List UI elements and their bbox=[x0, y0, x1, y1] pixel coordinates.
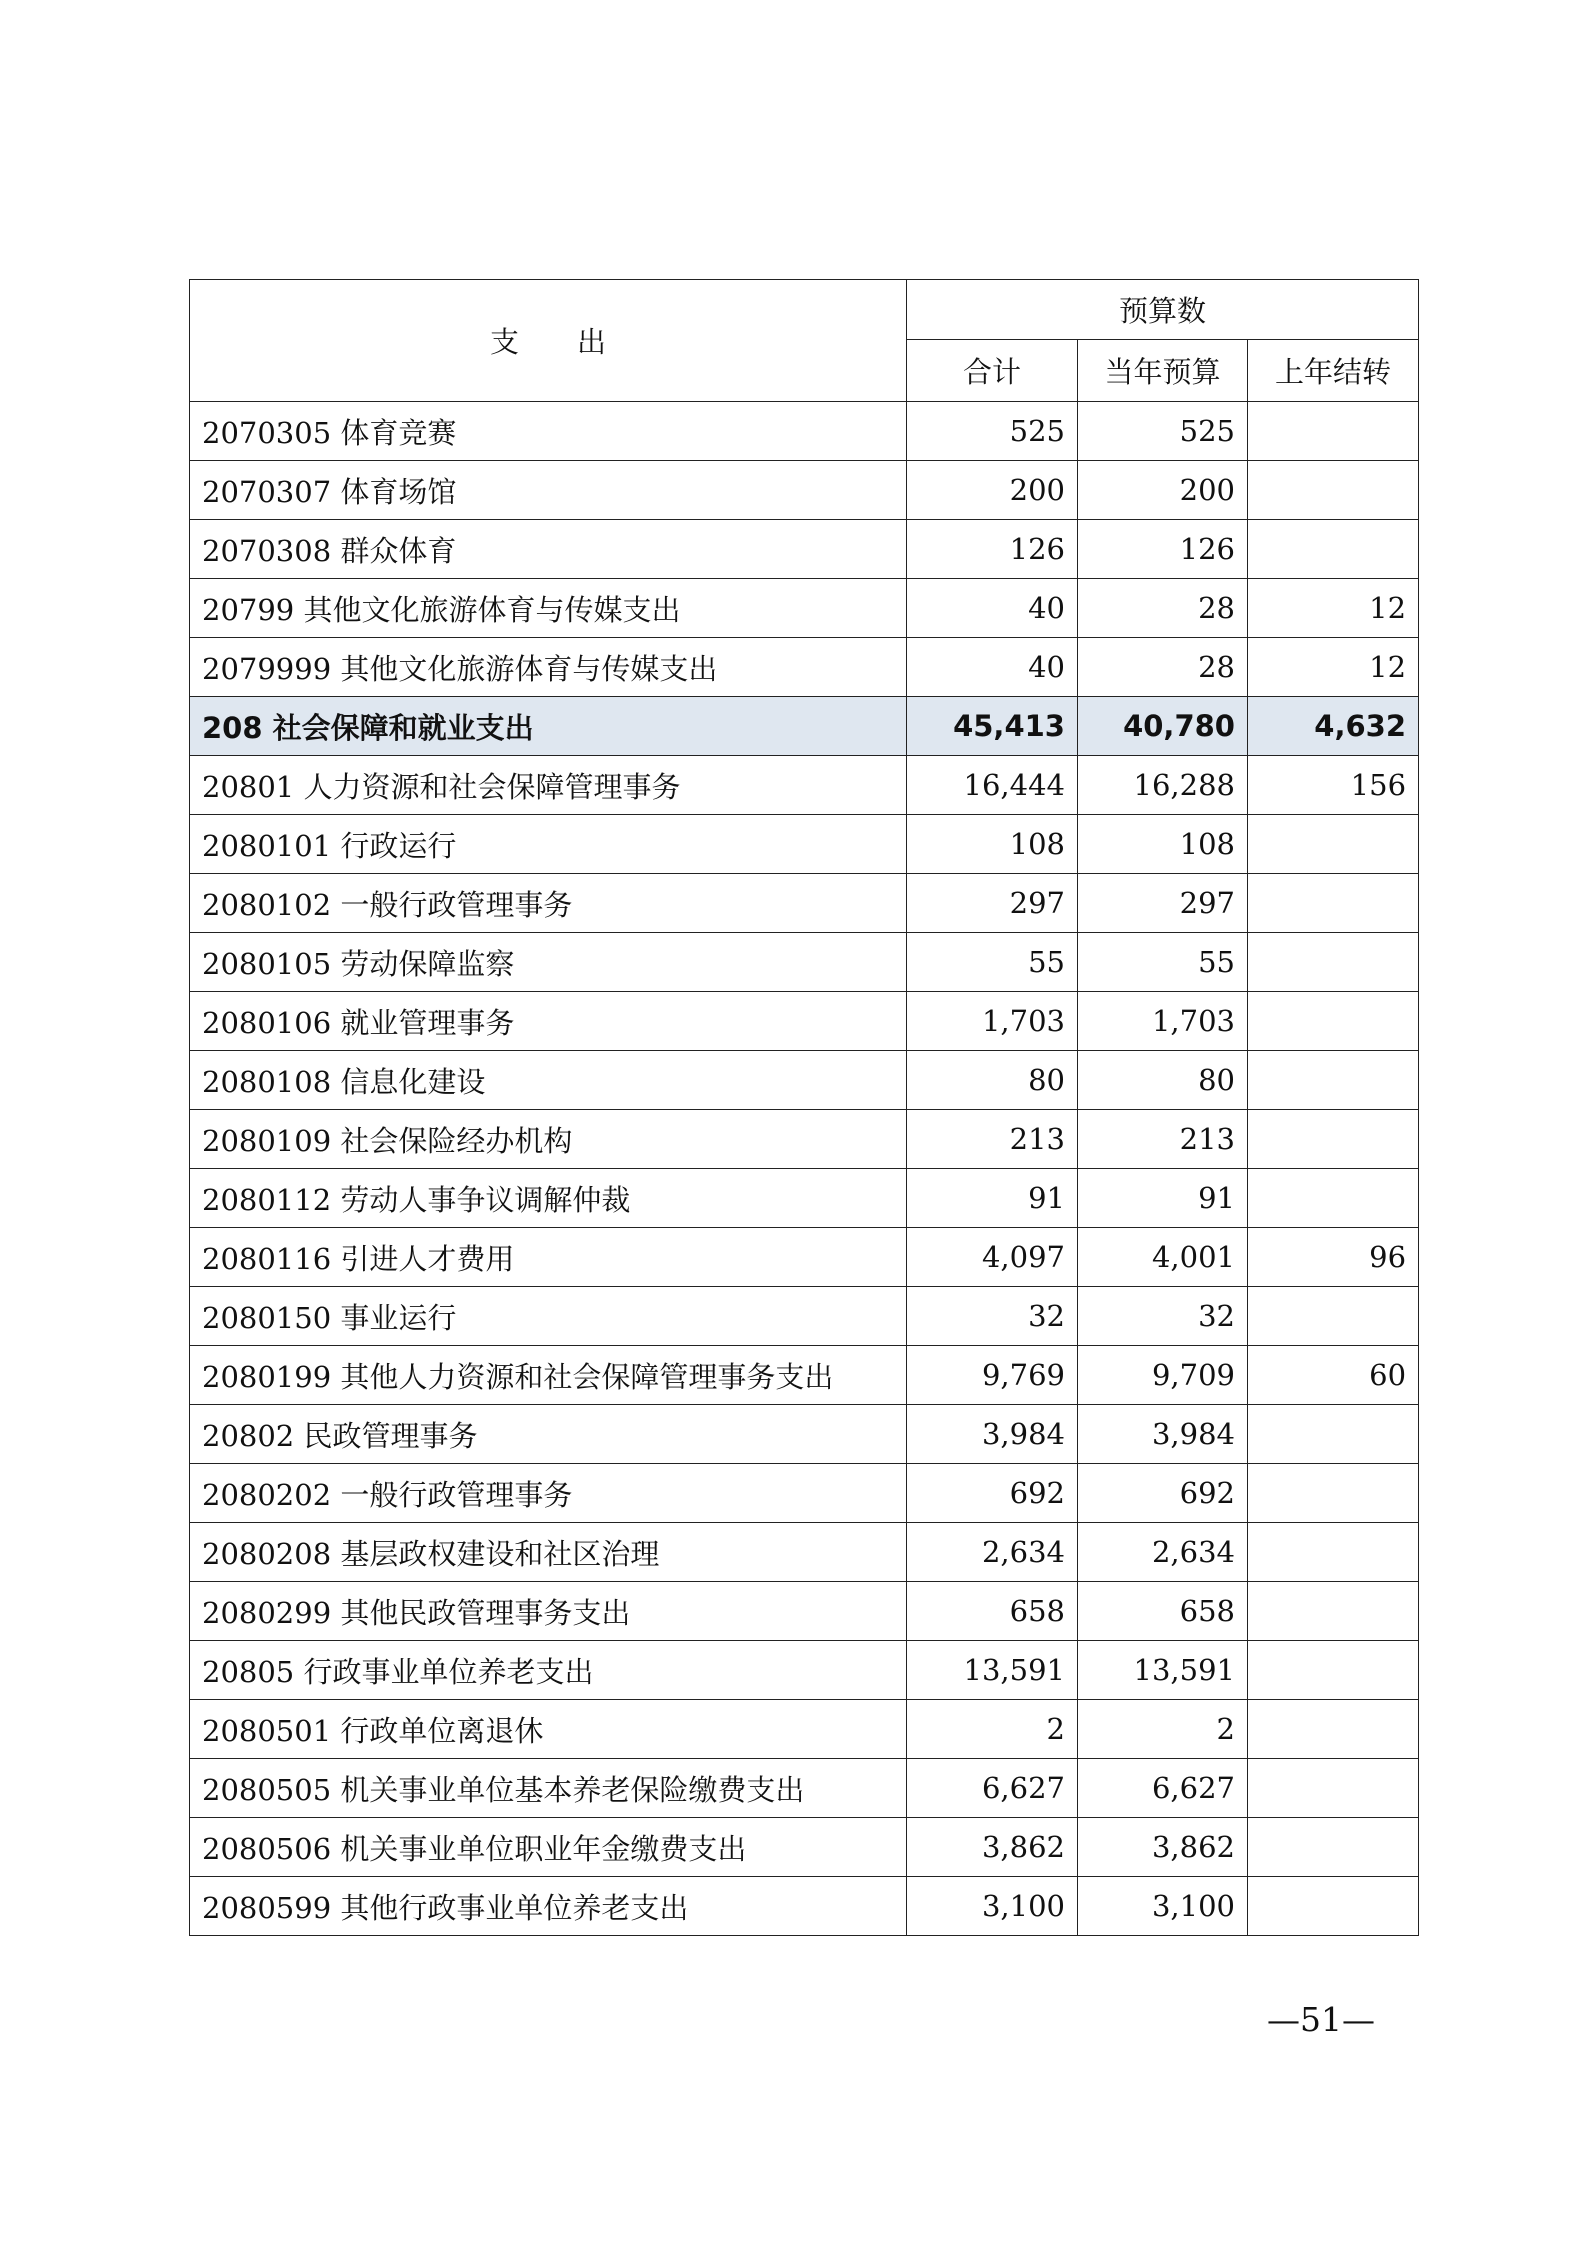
current-year-cell: 32 bbox=[1078, 1287, 1248, 1346]
item-cell: 2080501 行政单位离退休 bbox=[190, 1700, 907, 1759]
current-year-cell: 28 bbox=[1078, 579, 1248, 638]
item-cell: 2080106 就业管理事务 bbox=[190, 992, 907, 1051]
carryover-cell bbox=[1248, 1523, 1419, 1582]
current-year-cell: 200 bbox=[1078, 461, 1248, 520]
carryover-cell bbox=[1248, 1169, 1419, 1228]
table-row bbox=[190, 1641, 1419, 1700]
table-row bbox=[190, 1582, 1419, 1641]
carryover-cell bbox=[1248, 1759, 1419, 1818]
total-cell: 40 bbox=[907, 638, 1078, 697]
total-cell: 200 bbox=[907, 461, 1078, 520]
page-number: —51— bbox=[1267, 2000, 1375, 2039]
item-cell: 2080199 其他人力资源和社会保障管理事务支出 bbox=[190, 1346, 907, 1405]
total-cell: 4,097 bbox=[907, 1228, 1078, 1287]
item-cell: 2080505 机关事业单位基本养老保险缴费支出 bbox=[190, 1759, 907, 1818]
table-row bbox=[190, 756, 1419, 815]
current-year-cell: 91 bbox=[1078, 1169, 1248, 1228]
current-year-cell: 55 bbox=[1078, 933, 1248, 992]
item-cell: 2080102 一般行政管理事务 bbox=[190, 874, 907, 933]
table-row bbox=[190, 815, 1419, 874]
item-cell: 20805 行政事业单位养老支出 bbox=[190, 1641, 907, 1700]
table-row bbox=[190, 1759, 1419, 1818]
total-cell: 13,591 bbox=[907, 1641, 1078, 1700]
total-cell: 213 bbox=[907, 1110, 1078, 1169]
total-cell: 40 bbox=[907, 579, 1078, 638]
carryover-cell bbox=[1248, 933, 1419, 992]
current-year-cell: 13,591 bbox=[1078, 1641, 1248, 1700]
carryover-cell bbox=[1248, 815, 1419, 874]
carryover-cell: 4,632 bbox=[1248, 697, 1419, 756]
item-cell: 2080101 行政运行 bbox=[190, 815, 907, 874]
header-current-year: 当年预算 bbox=[1078, 340, 1248, 402]
item-cell: 2080112 劳动人事争议调解仲裁 bbox=[190, 1169, 907, 1228]
item-cell: 20802 民政管理事务 bbox=[190, 1405, 907, 1464]
header-item-column: 支 出 bbox=[190, 280, 907, 402]
table-row bbox=[190, 1228, 1419, 1287]
item-cell: 2080599 其他行政事业单位养老支出 bbox=[190, 1877, 907, 1936]
current-year-cell: 108 bbox=[1078, 815, 1248, 874]
table-row bbox=[190, 1818, 1419, 1877]
total-cell: 6,627 bbox=[907, 1759, 1078, 1818]
current-year-cell: 9,709 bbox=[1078, 1346, 1248, 1405]
carryover-cell bbox=[1248, 1287, 1419, 1346]
current-year-cell: 40,780 bbox=[1078, 697, 1248, 756]
carryover-cell bbox=[1248, 1818, 1419, 1877]
current-year-cell: 6,627 bbox=[1078, 1759, 1248, 1818]
current-year-cell: 525 bbox=[1078, 402, 1248, 461]
total-cell: 126 bbox=[907, 520, 1078, 579]
carryover-cell bbox=[1248, 1405, 1419, 1464]
total-cell: 55 bbox=[907, 933, 1078, 992]
table-row-highlighted bbox=[190, 697, 1419, 756]
header-total: 合计 bbox=[907, 340, 1078, 402]
budget-table bbox=[189, 279, 1419, 1936]
total-cell: 692 bbox=[907, 1464, 1078, 1523]
item-cell: 208 社会保障和就业支出 bbox=[190, 697, 907, 756]
table-row bbox=[190, 1346, 1419, 1405]
carryover-cell bbox=[1248, 402, 1419, 461]
table-row bbox=[190, 1700, 1419, 1759]
current-year-cell: 3,862 bbox=[1078, 1818, 1248, 1877]
item-cell: 2080108 信息化建设 bbox=[190, 1051, 907, 1110]
table-row bbox=[190, 933, 1419, 992]
total-cell: 16,444 bbox=[907, 756, 1078, 815]
carryover-cell bbox=[1248, 1051, 1419, 1110]
table-row bbox=[190, 579, 1419, 638]
current-year-cell: 126 bbox=[1078, 520, 1248, 579]
item-cell: 2079999 其他文化旅游体育与传媒支出 bbox=[190, 638, 907, 697]
item-cell: 2080202 一般行政管理事务 bbox=[190, 1464, 907, 1523]
carryover-cell: 96 bbox=[1248, 1228, 1419, 1287]
item-cell: 2070308 群众体育 bbox=[190, 520, 907, 579]
total-cell: 3,100 bbox=[907, 1877, 1078, 1936]
carryover-cell bbox=[1248, 874, 1419, 933]
carryover-cell bbox=[1248, 992, 1419, 1051]
total-cell: 80 bbox=[907, 1051, 1078, 1110]
total-cell: 3,862 bbox=[907, 1818, 1078, 1877]
carryover-cell bbox=[1248, 520, 1419, 579]
item-cell: 2080150 事业运行 bbox=[190, 1287, 907, 1346]
carryover-cell bbox=[1248, 1582, 1419, 1641]
item-cell: 20801 人力资源和社会保障管理事务 bbox=[190, 756, 907, 815]
current-year-cell: 692 bbox=[1078, 1464, 1248, 1523]
table-row bbox=[190, 1464, 1419, 1523]
total-cell: 32 bbox=[907, 1287, 1078, 1346]
table-row bbox=[190, 992, 1419, 1051]
carryover-cell bbox=[1248, 1110, 1419, 1169]
header-budget-group: 预算数 bbox=[907, 280, 1419, 340]
item-cell: 2070305 体育竞赛 bbox=[190, 402, 907, 461]
total-cell: 297 bbox=[907, 874, 1078, 933]
item-cell: 2080105 劳动保障监察 bbox=[190, 933, 907, 992]
total-cell: 2 bbox=[907, 1700, 1078, 1759]
total-cell: 9,769 bbox=[907, 1346, 1078, 1405]
carryover-cell: 156 bbox=[1248, 756, 1419, 815]
item-cell: 2070307 体育场馆 bbox=[190, 461, 907, 520]
carryover-cell bbox=[1248, 1877, 1419, 1936]
carryover-cell bbox=[1248, 461, 1419, 520]
current-year-cell: 16,288 bbox=[1078, 756, 1248, 815]
carryover-cell: 12 bbox=[1248, 638, 1419, 697]
total-cell: 525 bbox=[907, 402, 1078, 461]
carryover-cell bbox=[1248, 1641, 1419, 1700]
table-row bbox=[190, 1405, 1419, 1464]
table-row bbox=[190, 638, 1419, 697]
current-year-cell: 4,001 bbox=[1078, 1228, 1248, 1287]
table-row bbox=[190, 1110, 1419, 1169]
table-body bbox=[190, 402, 1419, 1936]
carryover-cell bbox=[1248, 1464, 1419, 1523]
current-year-cell: 28 bbox=[1078, 638, 1248, 697]
carryover-cell: 12 bbox=[1248, 579, 1419, 638]
table-row bbox=[190, 1877, 1419, 1936]
item-cell: 2080208 基层政权建设和社区治理 bbox=[190, 1523, 907, 1582]
current-year-cell: 3,100 bbox=[1078, 1877, 1248, 1936]
total-cell: 91 bbox=[907, 1169, 1078, 1228]
carryover-cell bbox=[1248, 1700, 1419, 1759]
table-row bbox=[190, 1523, 1419, 1582]
table-row bbox=[190, 1051, 1419, 1110]
table-row bbox=[190, 402, 1419, 461]
current-year-cell: 297 bbox=[1078, 874, 1248, 933]
total-cell: 658 bbox=[907, 1582, 1078, 1641]
table-row bbox=[190, 520, 1419, 579]
current-year-cell: 3,984 bbox=[1078, 1405, 1248, 1464]
total-cell: 45,413 bbox=[907, 697, 1078, 756]
item-cell: 20799 其他文化旅游体育与传媒支出 bbox=[190, 579, 907, 638]
current-year-cell: 2,634 bbox=[1078, 1523, 1248, 1582]
total-cell: 1,703 bbox=[907, 992, 1078, 1051]
total-cell: 3,984 bbox=[907, 1405, 1078, 1464]
header-row-1 bbox=[190, 280, 1419, 340]
carryover-cell: 60 bbox=[1248, 1346, 1419, 1405]
total-cell: 108 bbox=[907, 815, 1078, 874]
current-year-cell: 1,703 bbox=[1078, 992, 1248, 1051]
item-cell: 2080116 引进人才费用 bbox=[190, 1228, 907, 1287]
header-carryover: 上年结转 bbox=[1248, 340, 1419, 402]
table-row bbox=[190, 1287, 1419, 1346]
current-year-cell: 213 bbox=[1078, 1110, 1248, 1169]
table-row bbox=[190, 1169, 1419, 1228]
total-cell: 2,634 bbox=[907, 1523, 1078, 1582]
item-cell: 2080109 社会保险经办机构 bbox=[190, 1110, 907, 1169]
current-year-cell: 2 bbox=[1078, 1700, 1248, 1759]
current-year-cell: 80 bbox=[1078, 1051, 1248, 1110]
current-year-cell: 658 bbox=[1078, 1582, 1248, 1641]
item-cell: 2080506 机关事业单位职业年金缴费支出 bbox=[190, 1818, 907, 1877]
table-row bbox=[190, 874, 1419, 933]
item-cell: 2080299 其他民政管理事务支出 bbox=[190, 1582, 907, 1641]
table-row bbox=[190, 461, 1419, 520]
